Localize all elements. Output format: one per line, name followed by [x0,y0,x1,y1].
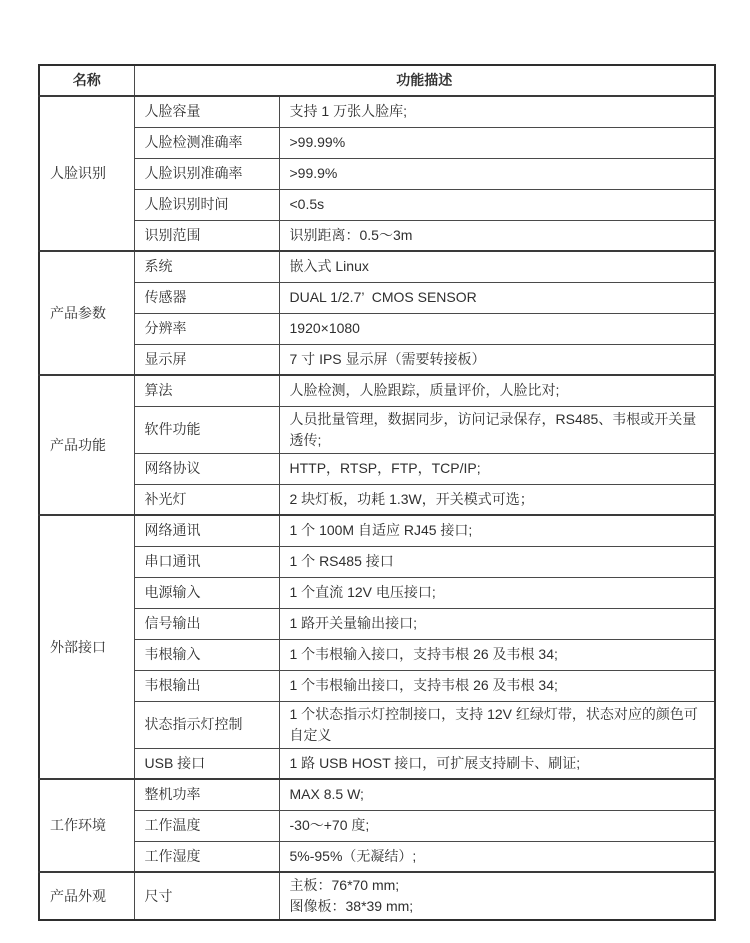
spec-label-cell: 网络协议 [134,453,279,484]
spec-value-line: 主板：76*70 mm; [289,877,400,893]
spec-label-cell: 人脸容量 [134,96,279,127]
spec-value-cell: 识别距离：0.5～3m [279,220,715,251]
spec-label-cell: 串口通讯 [134,546,279,577]
spec-label-cell: USB 接口 [134,748,279,779]
spec-value-cell: 1 路开关量输出接口; [279,608,715,639]
spec-label-cell: 系统 [134,251,279,282]
table-row [39,127,715,158]
spec-value-cell: >99.9% [279,158,715,189]
group-name-cell: 产品外观 [39,872,134,920]
table-row [39,515,715,546]
table-row [39,220,715,251]
spec-label-cell: 工作温度 [134,810,279,841]
table-row [39,841,715,872]
spec-label-cell: 识别范围 [134,220,279,251]
table-row [39,406,715,453]
spec-label-cell: 人脸识别时间 [134,189,279,220]
table-row [39,251,715,282]
spec-value-cell: 1 个 RS485 接口 [279,546,715,577]
spec-label-cell: 韦根输出 [134,670,279,701]
header-description-cell: 功能描述 [134,65,715,96]
spec-value-cell: -30～+70 度; [279,810,715,841]
group-name-cell: 外部接口 [39,515,134,779]
spec-label-cell: 软件功能 [134,406,279,453]
table-row [39,484,715,515]
table-row [39,453,715,484]
group-name-cell: 产品参数 [39,251,134,375]
table-row [39,313,715,344]
spec-label-cell: 信号输出 [134,608,279,639]
spec-value-cell: 2 块灯板，功耗 1.3W，开关模式可选； [279,484,715,515]
table-row [39,701,715,748]
table-row [39,639,715,670]
spec-table [38,64,716,921]
spec-label-cell: 传感器 [134,282,279,313]
spec-label-cell: 状态指示灯控制 [134,701,279,748]
table-row [39,282,715,313]
spec-value-cell: >99.99% [279,127,715,158]
table-row [39,810,715,841]
spec-value-cell: 5%-95%（无凝结）; [279,841,715,872]
spec-value-cell: 1 个韦根输入接口，支持韦根 26 及韦根 34; [279,639,715,670]
spec-value-cell: 1 个直流 12V 电压接口; [279,577,715,608]
table-row [39,577,715,608]
spec-label-cell: 韦根输入 [134,639,279,670]
table-row [39,872,715,920]
spec-label-cell: 人脸检测准确率 [134,127,279,158]
table-row [39,670,715,701]
spec-value-cell: DUAL 1/2.7’ CMOS SENSOR [279,282,715,313]
spec-value-cell: 7 寸 IPS 显示屏（需要转接板） [279,344,715,375]
spec-value-cell: 人员批量管理，数据同步，访问记录保存，RS485、韦根或开关量透传; [279,406,715,453]
spec-label-cell: 人脸识别准确率 [134,158,279,189]
table-row [39,158,715,189]
spec-label-cell: 整机功率 [134,779,279,810]
spec-value-cell: 嵌入式 Linux [279,251,715,282]
header-row [39,65,715,96]
spec-value-cell: 1 个 100M 自适应 RJ45 接口; [279,515,715,546]
spec-label-cell: 分辨率 [134,313,279,344]
spec-value-cell: <0.5s [279,189,715,220]
spec-value-cell [279,872,715,920]
table-row [39,96,715,127]
spec-label-cell: 网络通讯 [134,515,279,546]
table-row [39,608,715,639]
table-row [39,779,715,810]
table-row [39,375,715,406]
table-row [39,546,715,577]
spec-value-cell: 支持 1 万张人脸库; [279,96,715,127]
table-row [39,748,715,779]
spec-label-cell: 算法 [134,375,279,406]
header-name-cell: 名称 [39,65,134,96]
spec-label-cell: 工作湿度 [134,841,279,872]
group-name-cell: 人脸识别 [39,96,134,251]
group-name-cell: 产品功能 [39,375,134,515]
spec-value-cell: HTTP，RTSP，FTP，TCP/IP; [279,453,715,484]
spec-label-cell: 尺寸 [134,872,279,920]
spec-label-cell: 显示屏 [134,344,279,375]
table-row [39,189,715,220]
table-row [39,344,715,375]
spec-label-cell: 电源输入 [134,577,279,608]
group-name-cell: 工作环境 [39,779,134,872]
spec-label-cell: 补光灯 [134,484,279,515]
spec-value-cell: 1 个韦根输出接口，支持韦根 26 及韦根 34; [279,670,715,701]
spec-value-cell: 1920×1080 [279,313,715,344]
spec-value-cell: 1 路 USB HOST 接口，可扩展支持刷卡、刷证; [279,748,715,779]
spec-value-cell: 1 个状态指示灯控制接口，支持 12V 红绿灯带，状态对应的颜色可自定义 [279,701,715,748]
spec-value-cell: MAX 8.5 W; [279,779,715,810]
spec-value-cell: 人脸检测，人脸跟踪，质量评价，人脸比对; [279,375,715,406]
spec-value-line: 图像板：38*39 mm; [289,898,414,914]
